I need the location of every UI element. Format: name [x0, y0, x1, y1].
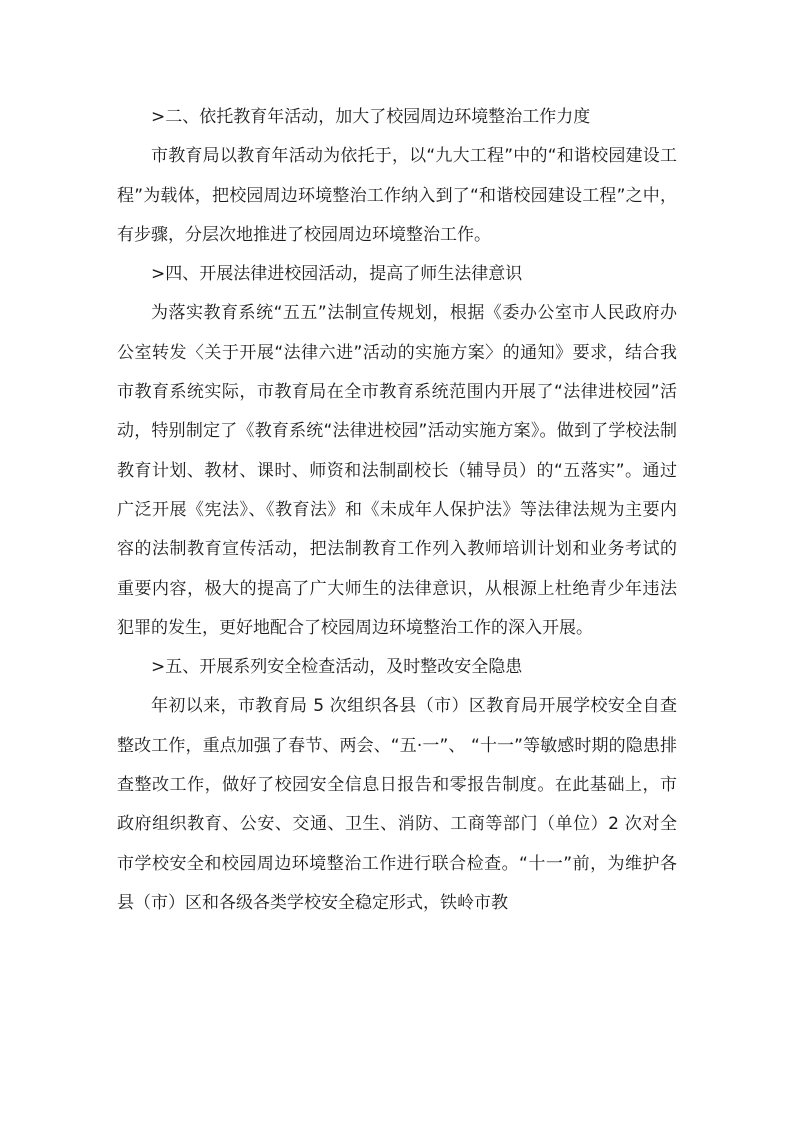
document-body — [117, 98, 677, 923]
section-body-2: 市教育局以教育年活动为依托于，以“九大工程”中的“和谐校园建设工程”为载体，把校园周边环境整治工作纳入到了“和谐校园建设工程”之中，有步骤，分层次地推进了校园周边环境整治工作。 — [117, 146, 677, 245]
section-body-4: 为落实教育系统“五五”法制宣传规划，根据《委办公室市人民政府办公室转发〈关于开展“法律六进”活动的实施方案〉的通知》要求，结合我市教育系统实际，市教育局在全市教育系统范围内开展了“法律进校园”活动，特别制定了《教育系统“法律进校园”活动实施方案》。做到了学校法制教育计划、教材、课时、师资和法制副校长（辅导员）的“五落实”。通过广泛开展《宪法》、《教育法》和《未成年人保护法》等法律法规为主要内容的法制教育宣传活动，把法制教育工作列入教师培训计划和业务考试的重要内容，极大的提高了广大师生的法律意识，从根源上杜绝青少年违法犯罪的发生，更好地配合了校园周边环境整治工作的深入开展。 — [117, 303, 677, 638]
section-body-5: 年初以来，市教育局 5 次组织各县（市）区教育局开展学校安全自查整改工作，重点加强了春节、两会、“五·一”、 “十一”等敏感时期的隐患排查整改工作，做好了校园安全信息日报告和零报告制度。在此基础上，市政府组织教育、公安、交通、卫生、消防、工商等部门（单位）2 次对全市学校安全和校园周边环境整治工作进行联合检查。“十一”前，为维护各县（市）区和各级各类学校安全稳定形式，铁岭市教 — [117, 696, 677, 913]
section-heading-4: >四、开展法律进校园活动，提高了师生法律意识 — [151, 264, 523, 285]
section-heading-2: >二、依托教育年活动，加大了校园周边环境整治工作力度 — [151, 107, 591, 127]
section-heading-5: >五、开展系列安全检查活动，及时整改安全隐患 — [151, 657, 523, 678]
